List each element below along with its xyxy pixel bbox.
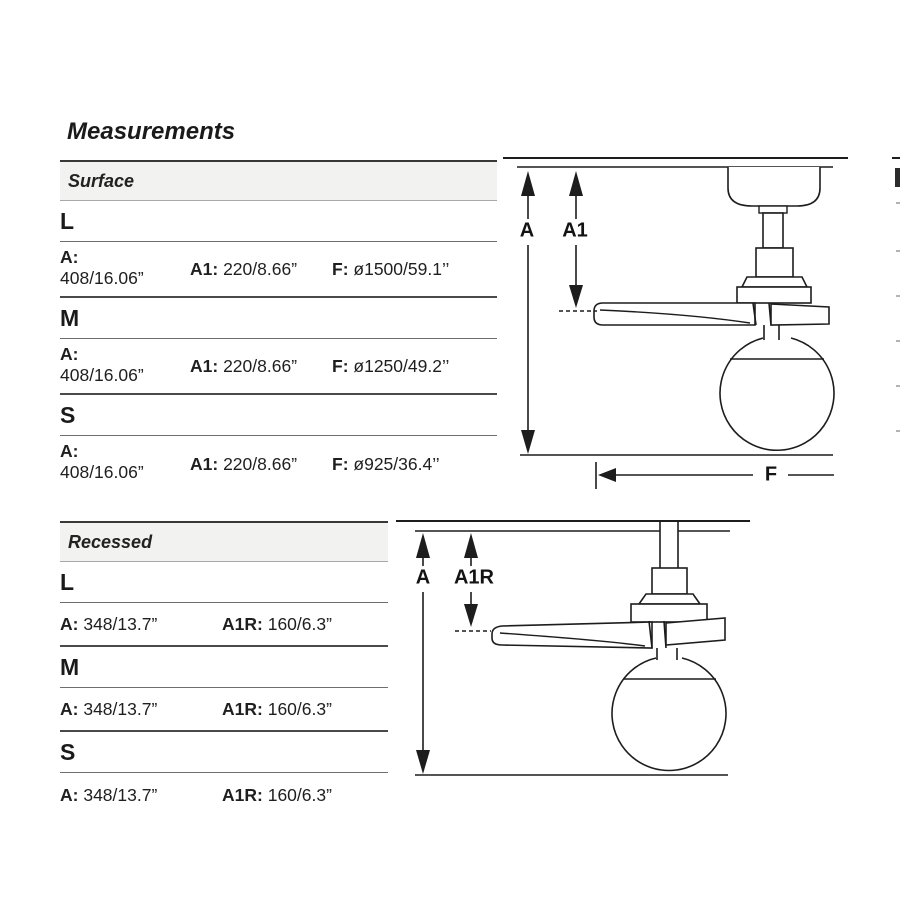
surface-data-row-m [60,339,497,395]
dimension-a1r-cell [222,785,388,806]
dimension-a-label: A: [60,441,79,461]
page-title: Measurements [67,118,236,145]
dim-a-arrowhead-down [521,430,535,454]
fan-blade-right [666,618,725,645]
recessed-data-row-s [60,773,388,817]
dimension-a-cell [60,436,190,492]
recessed-data-row-l [60,603,388,647]
recessed-mount-fan-diagram [393,508,755,800]
dimension-a1r-label: A1R: [222,613,263,634]
dimension-a-cell [60,699,222,720]
dimension-a1r-label: A1R: [222,784,263,805]
dimension-a1-cell [190,436,332,492]
dim-a-arrowhead-up [416,533,430,558]
dim-label-a-surface: A [519,219,535,242]
dimension-a1r-cell [222,614,388,635]
dim-a1-arrowhead-up [569,171,583,196]
dim-a1r-arrowhead-down [464,604,478,627]
motor-mount-collar [639,594,700,604]
recessed-measurements-table [60,521,388,817]
cropped-edge-block [895,168,900,187]
dimension-a1-value: 220/8.66” [223,453,298,474]
dimension-f-label: F: [332,355,349,376]
dimension-a1-label: A1: [190,355,219,376]
dimension-a1-label: A1: [190,258,219,279]
motor-housing [737,287,811,303]
dimension-a1r-label: A1R: [222,698,263,719]
surface-data-row-l [60,242,497,298]
dimension-f-value: ø1500/59.1’’ [353,258,450,279]
dimension-a1r-value: 160/6.3” [267,784,332,805]
recessed-size-s: S [60,732,388,773]
dim-label-a1-surface: A1 [562,219,588,242]
dim-label-a1r-recessed: A1R [453,566,495,589]
dimension-a1-cell [190,242,332,296]
dimension-a-value: 408/16.06” [60,462,144,482]
rod-coupler [652,568,687,594]
cropped-edge-dash [896,250,900,252]
downrod [763,213,783,248]
canopy-neck [759,206,787,213]
dimension-f-cell [332,339,497,393]
glass-globe [720,338,834,450]
dim-a-arrowhead-down [416,750,430,774]
surface-size-s: S [60,395,497,436]
surface-size-m: M [60,298,497,339]
surface-size-l: L [60,201,497,242]
dimension-a-label: A: [60,613,79,634]
globe-stem [764,325,779,340]
recessed-data-row-m [60,688,388,732]
dimension-f-cell [332,242,497,296]
downrod-fill [660,522,678,568]
cropped-edge-dash [896,340,900,342]
cropped-edge-dash [896,385,900,387]
dimension-a-label: A: [60,344,79,364]
dimension-a-label: A: [60,784,79,805]
dimension-a1r-cell [222,699,388,720]
dimension-a-label: A: [60,247,79,267]
recessed-size-m: M [60,647,388,688]
dimension-f-label: F: [332,453,349,474]
dimension-a-cell [60,614,222,635]
dimension-a-value: 348/13.7” [83,784,158,805]
dimension-a1-value: 220/8.66” [223,258,298,279]
dim-a1r-arrowhead-up [464,533,478,558]
motor-mount-collar [742,277,807,287]
recessed-table-header: Recessed [60,523,388,562]
dimension-a1-value: 220/8.66” [223,355,298,376]
dimension-a-cell [60,785,222,806]
canopy [728,167,820,206]
motor-housing [631,604,707,622]
dimension-a1-cell [190,339,332,393]
surface-measurements-table [60,160,497,492]
dim-label-f-surface: F [764,463,778,486]
cropped-edge-dash [896,202,900,204]
dimension-a1r-value: 160/6.3” [267,613,332,634]
surface-table-header: Surface [60,162,497,201]
dimension-a-label: A: [60,698,79,719]
surface-data-row-s [60,436,497,492]
glass-globe [612,658,726,770]
dimension-f-cell [332,436,497,492]
dimension-a-cell [60,242,190,296]
cropped-edge-dash [896,430,900,432]
dimension-a1-label: A1: [190,453,219,474]
dimension-f-value: ø1250/49.2’’ [353,355,450,376]
dimension-f-value: ø925/36.4’’ [353,453,440,474]
recessed-size-l: L [60,562,388,603]
dim-label-a-recessed: A [415,566,431,589]
dimension-a1r-value: 160/6.3” [267,698,332,719]
surface-mount-fan-diagram [500,148,900,498]
rod-coupler [756,248,793,277]
fan-blade-right [771,304,829,325]
dimension-a-value: 408/16.06” [60,268,144,288]
dim-a1-arrowhead-down [569,285,583,308]
dim-a-arrowhead-up [521,171,535,196]
dimension-a-value: 408/16.06” [60,365,144,385]
dimension-a-value: 348/13.7” [83,698,158,719]
dimension-f-label: F: [332,258,349,279]
dimension-a-cell [60,339,190,393]
cropped-edge-dash [896,295,900,297]
dim-f-arrowhead-left [598,468,616,482]
dimension-a-value: 348/13.7” [83,613,158,634]
